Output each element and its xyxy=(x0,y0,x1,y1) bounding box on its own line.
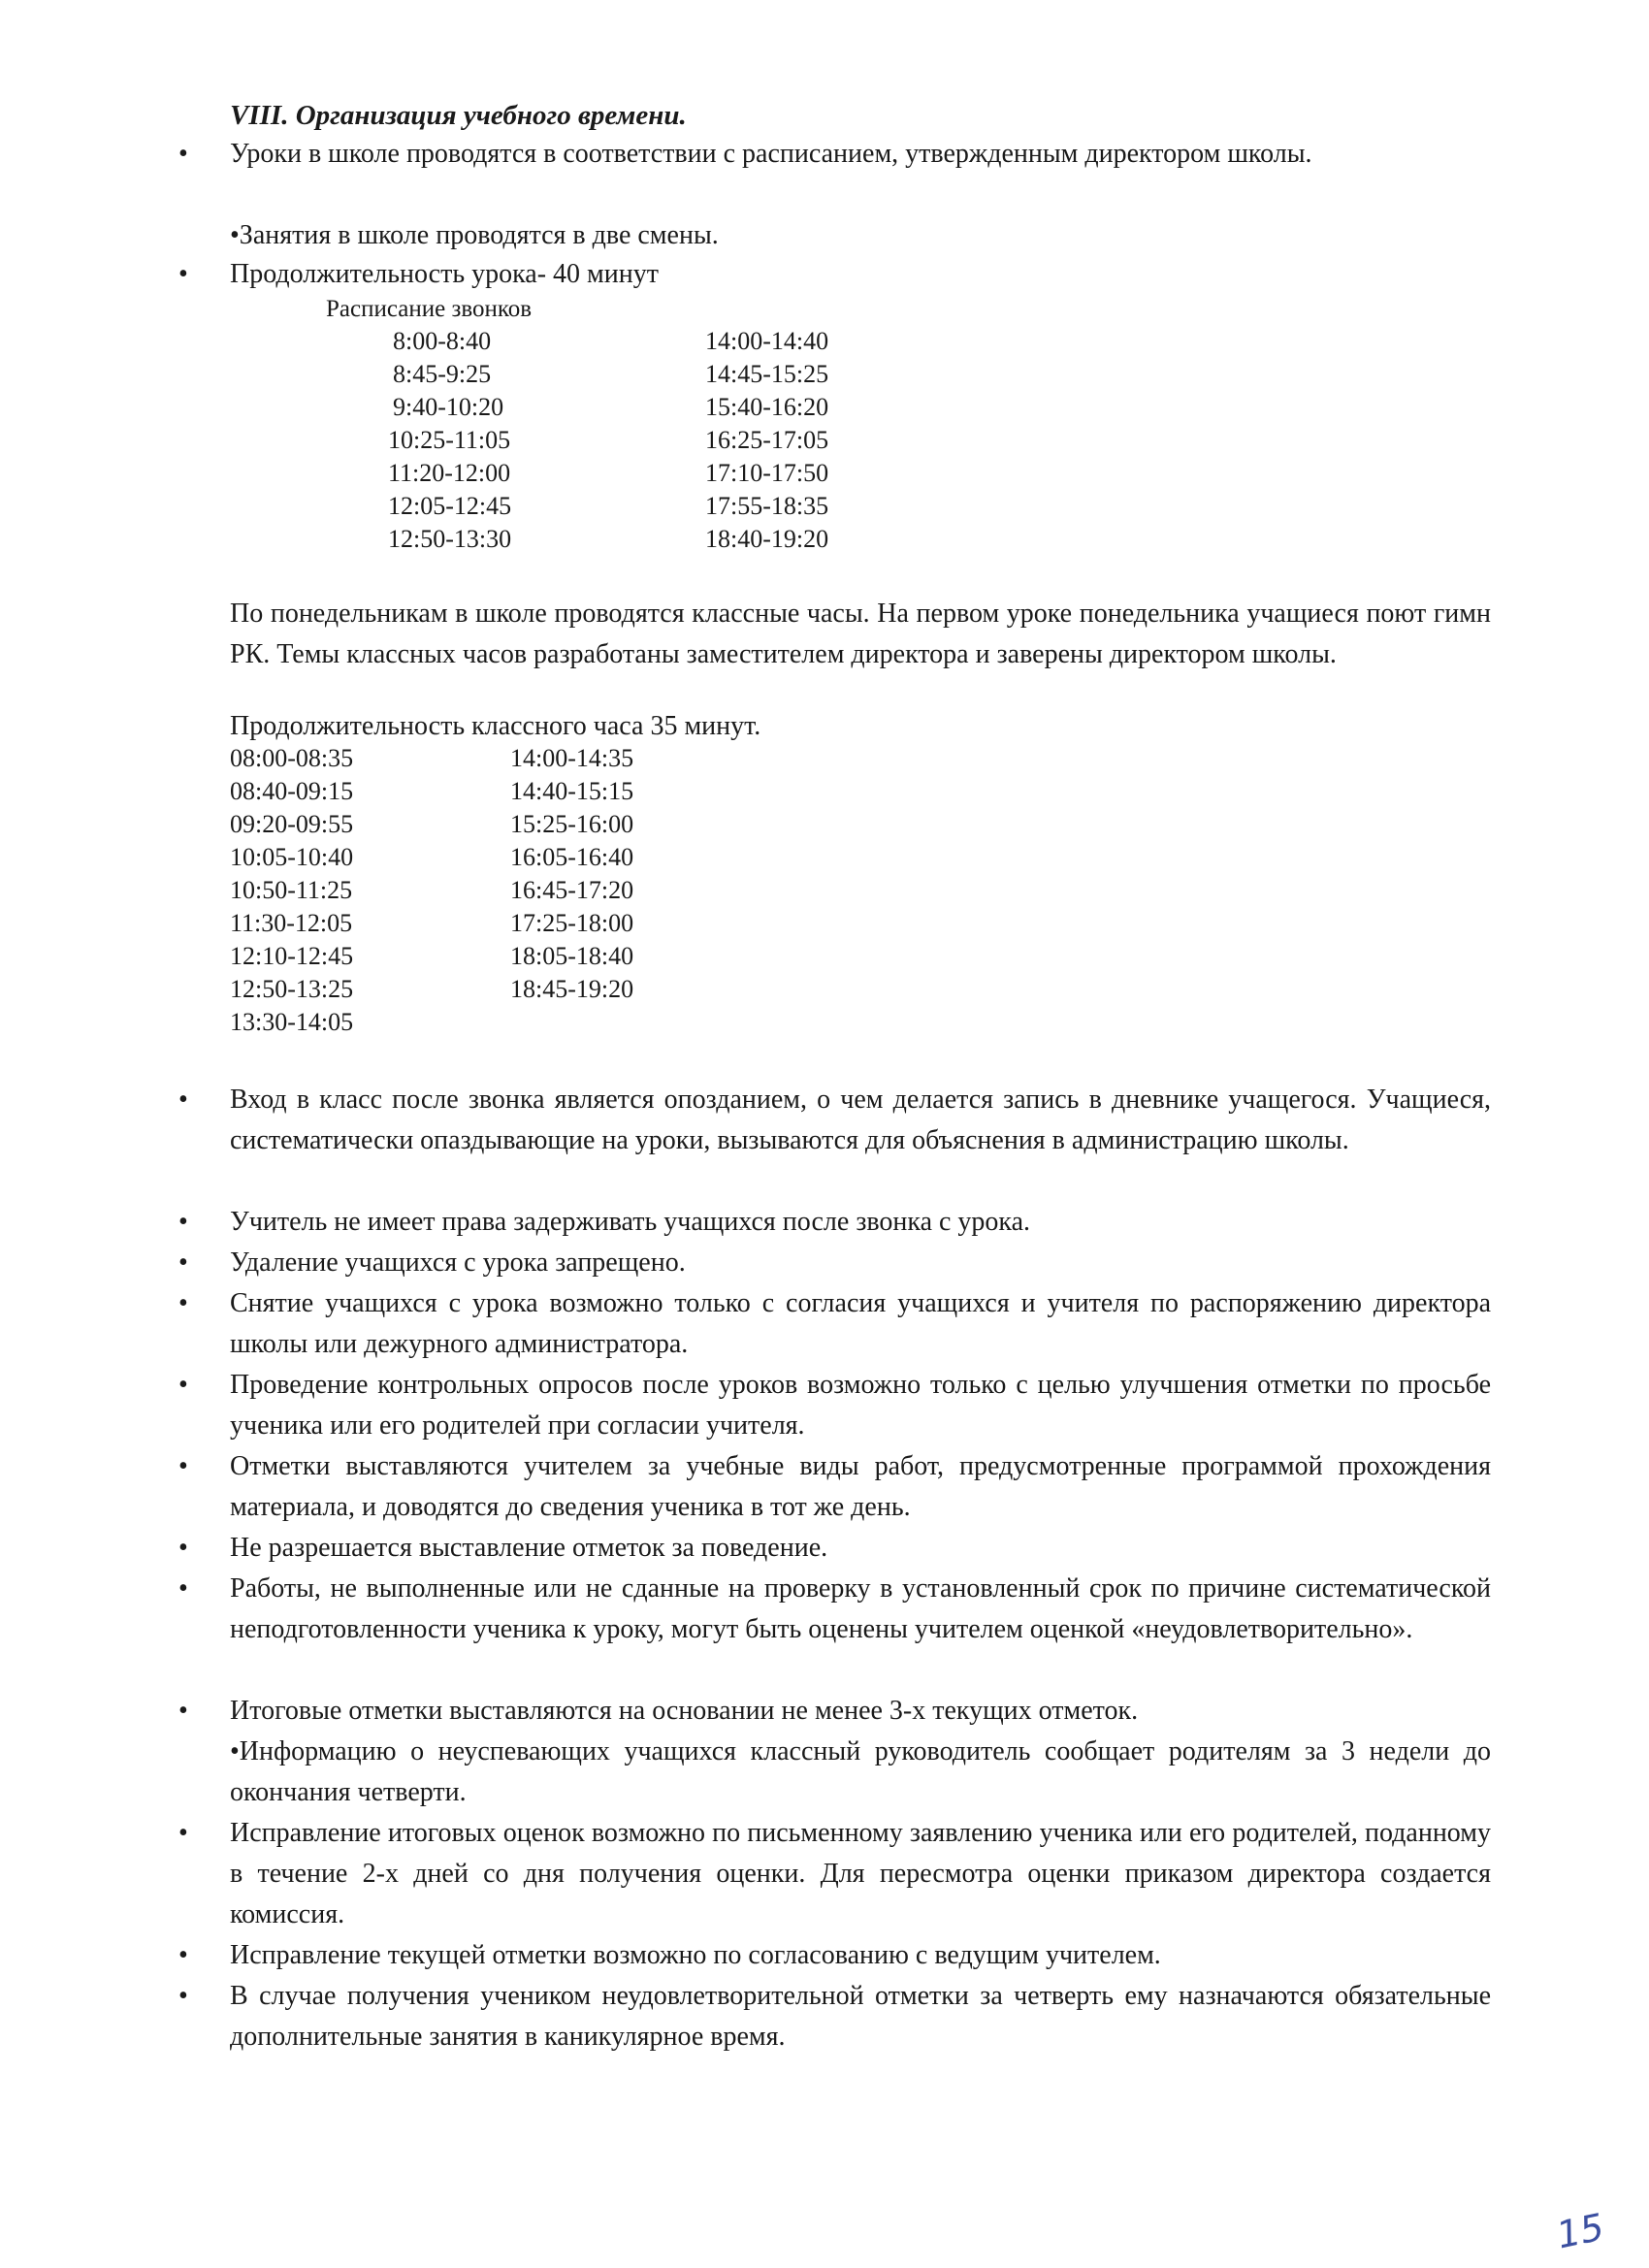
class-hour-time: 12:10-12:45 xyxy=(230,942,354,970)
class-hour-time: 08:00-08:35 xyxy=(230,744,354,772)
rule-lateness: Вход в класс после звонка является опозданием, о чем делается запись в дневнике учащегося. Учащиеся, систематически опаздывающие на уроки, вызываются для объяснения в администрацию школы. xyxy=(230,1085,1491,1155)
rule-retest: Проведение контрольных опросов после уроков возможно только с целью улучшения отметки по просьбе ученика или его родителей при согласии учителя. xyxy=(230,1370,1491,1441)
class-hour-time: 11:30-12:05 xyxy=(230,909,353,937)
rule-unsubmitted-work: Работы, не выполненные или не сданные на проверку в установленный срок по причине систематической неподготовленности ученика к уроку, могут быть оценены учителем оценкой «неудовлетворительно». xyxy=(230,1573,1491,1644)
bell-time: 10:25-11:05 xyxy=(388,426,511,454)
class-hour-time: 08:40-09:15 xyxy=(230,777,354,805)
intro-paragraph-2: •Занятия в школе проводятся в две смены. xyxy=(230,220,719,250)
rule-release: Снятие учащихся с урока возможно только с согласия учащихся и учителя по распоряжению директора школы или дежурного администратора. xyxy=(230,1288,1491,1359)
class-hour-time: 17:25-18:00 xyxy=(510,909,634,937)
class-hour-time: 16:45-17:20 xyxy=(510,876,634,904)
bullet-icon xyxy=(178,1365,188,1406)
bell-time: 17:10-17:50 xyxy=(705,459,829,487)
rule-no-removal: Удаление учащихся с урока запрещено. xyxy=(230,1247,686,1278)
class-hour-time: 13:30-14:05 xyxy=(230,1008,354,1036)
bell-time: 8:45-9:25 xyxy=(393,360,492,388)
rule-no-delay: Учитель не имеет права задерживать учащихся после звонка с урока. xyxy=(230,1207,1031,1237)
bell-time: 16:25-17:05 xyxy=(705,426,829,454)
bell-time: 15:40-16:20 xyxy=(705,393,829,421)
class-hour-time: 18:05-18:40 xyxy=(510,942,634,970)
class-hour-time: 10:05-10:40 xyxy=(230,843,354,871)
bell-time: 14:45-15:25 xyxy=(705,360,829,388)
bullet-icon xyxy=(178,1976,188,2017)
rule-grading: Отметки выставляются учителем за учебные виды работ, предусмотренные программой прохождения материала, и доводятся до сведения ученика в тот же день. xyxy=(230,1451,1491,1522)
class-hours-paragraph: По понедельникам в школе проводятся классные часы. На первом уроке понедельника учащиеся поют гимн РК. Темы классных часов разработаны заместителем директора и заверены директором школы. xyxy=(230,599,1491,669)
bullet-icon xyxy=(178,1446,188,1487)
rule-extra-lessons: В случае получения учеником неудовлетворительной отметки за четверть ему назначаются обязательные дополнительные занятия в каникулярное время. xyxy=(230,1981,1491,2052)
class-hour-time: 16:05-16:40 xyxy=(510,843,634,871)
bell-time: 11:20-12:00 xyxy=(388,459,511,487)
intro-paragraph-1: Уроки в школе проводятся в соответствии с расписанием, утвержденным директором школы. xyxy=(230,139,1312,169)
bullet-icon xyxy=(178,1813,188,1854)
class-hour-time: 12:50-13:25 xyxy=(230,975,354,1003)
class-hour-time: 15:25-16:00 xyxy=(510,810,634,838)
bell-time: 14:00-14:40 xyxy=(705,327,829,355)
bell-time: 9:40-10:20 xyxy=(393,393,504,421)
bullet-icon xyxy=(178,1202,188,1243)
bullet-icon xyxy=(178,1569,188,1609)
bullet-icon xyxy=(178,254,188,295)
rule-no-behavior-marks: Не разрешается выставление отметок за поведение. xyxy=(230,1533,828,1563)
rule-current-mark-correction: Исправление текущей отметки возможно по согласованию с ведущим учителем. xyxy=(230,1940,1161,1970)
bullet-icon xyxy=(178,134,188,175)
class-hour-time: 10:50-11:25 xyxy=(230,876,353,904)
class-hour-time: 18:45-19:20 xyxy=(510,975,634,1003)
bell-time: 12:05-12:45 xyxy=(388,492,512,520)
lesson-duration: Продолжительность урока- 40 минут xyxy=(230,259,659,289)
bullet-icon xyxy=(178,1283,188,1324)
bullet-icon xyxy=(178,1528,188,1569)
class-hour-time: 14:00-14:35 xyxy=(510,744,634,772)
bullet-icon xyxy=(178,1080,188,1120)
rule-final-marks: Итоговые отметки выставляются на основании не менее 3-х текущих отметок. xyxy=(230,1696,1139,1726)
class-hour-time: 09:20-09:55 xyxy=(230,810,354,838)
class-hour-duration: Продолжительность классного часа 35 минут. xyxy=(230,711,761,741)
bell-schedule-heading: Расписание звонков xyxy=(326,296,533,322)
bullet-icon xyxy=(178,1691,188,1732)
page-number: 15 xyxy=(1552,2205,1608,2257)
bell-time: 12:50-13:30 xyxy=(388,525,512,553)
bullet-icon xyxy=(178,1935,188,1976)
rule-grade-correction: Исправление итоговых оценок возможно по письменному заявлению ученика или его родителей, поданному в течение 2-х дней со дня получения оценки. Для пересмотра оценки приказом директора создается комиссия. xyxy=(230,1818,1491,1929)
bullet-icon xyxy=(178,1243,188,1283)
rule-parent-notification: •Информацию о неуспевающих учащихся классный руководитель сообщает родителям за 3 недели до окончания четверти. xyxy=(230,1736,1491,1807)
bell-time: 8:00-8:40 xyxy=(393,327,492,355)
section-title: VIII. Организация учебного времени. xyxy=(230,100,687,131)
class-hour-time: 14:40-15:15 xyxy=(510,777,634,805)
bell-time: 17:55-18:35 xyxy=(705,492,829,520)
bell-time: 18:40-19:20 xyxy=(705,525,829,553)
